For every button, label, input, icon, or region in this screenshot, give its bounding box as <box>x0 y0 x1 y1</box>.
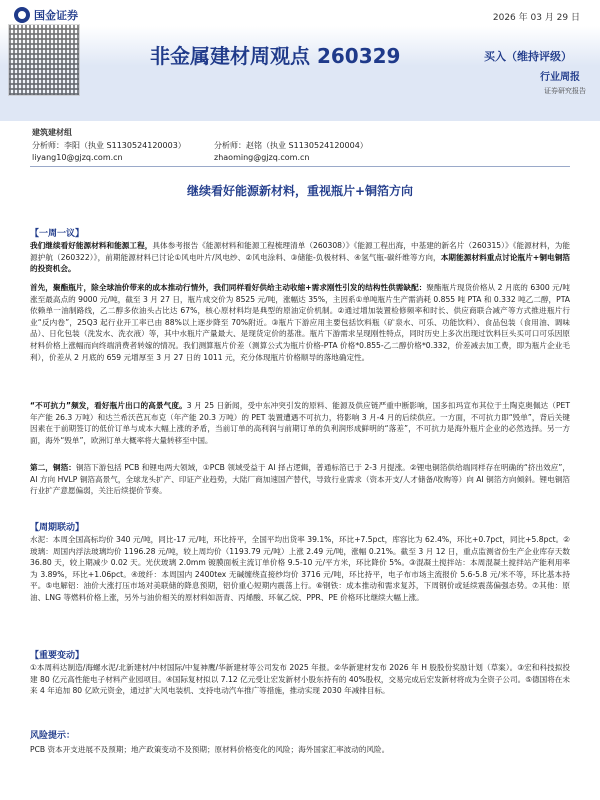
weekly-4-lead: 第二，铜箔： <box>30 463 76 472</box>
paragraph-weekly-3 <box>30 400 570 446</box>
logo-text: 国金证券 <box>34 9 78 22</box>
report-date: 2026 年 03 月 29 日 <box>492 13 580 23</box>
logo-icon <box>14 7 30 23</box>
weekly-3-body: 3 月 25 日新闻，受中东冲突引发的原料、能源及供应链严重中断影响，国多扣玛宣布其位于土陶克奥佩达（PET 年产能 26.3 万吨）和达兰希沃芭瓦布克（年产能 20.3 万吨）的 PET 装置遭遇不可抗力，将影响 3 月-4 月的后续供应。一方面，不可抗力即“毁单”，背后关键因素在于前期签订的低价订单与成本大幅上涨的矛盾，当前订单的高利润与前期订单的负利润形成鲜明的“落差”，不可抗力是海外瓶片企业的必然选择。另一方面，海外“毁单”，欧洲订单大概率将大量转移至中国。 <box>30 401 570 445</box>
paragraph-weekly-4 <box>30 462 570 497</box>
paragraph-weekly-2 <box>30 282 570 363</box>
qr-code-icon <box>8 24 80 96</box>
weekly-2-body: 聚酯瓶片现货价格从 2 月底的 6300 元/吨涨至最高点的 9000 元/吨，截至 3 月 27 日，瓶片成交价为 8525 元/吨，涨幅达 35%，主因系①单吨瓶片生产需消耗 0.855 吨 PTA 和 0.332 吨乙二醇，PTA 依赖单一油制路线，乙二醇多依油头占比达 67%，核心原材料均是典型的原油定价机制。②通过增加装置检修频率和时长、供应商联合减产等方式推进瓶片行业“反内卷”，25Q3 起行业开工率已由 88%以上逐步降至 70%附近。③瓶片下游应用主要包括饮料瓶（矿泉水、可乐、功能饮料）、食品包装（食用油、调味品）、日化包装（洗发水、洗衣液）等，其中水瓶片产量最大、是现货定价的基准。瓶片下游需求呈现刚性特点，同时历史上多次出现过饮料巨头买可口可乐因原材料价格上涨幅而向终端消费者转嫁的情况。我们测算瓶片价差（测算公式为瓶片价格-PTA 价格*0.855-乙二醇价格*0.332，价差减去加工费，即为瓶片企业毛利），价差从 2 月底的 659 元增厚至 3 月 27 日的 1011 元，充分体现瓶片价格顺导的落地确定性。 <box>30 283 571 362</box>
report-title: 非金属建材周观点 260329 <box>150 44 401 68</box>
weekly-3-lead: “不可抗力”频发，看好瓶片出口的高景气度。 <box>30 401 187 410</box>
weekly-1-tail: 本期能源材料重点讨论瓶片+铜电铜箔的投资机会。 <box>30 252 570 274</box>
weekly-1-body: 具体参考报告《能源材料和能源工程梳理清单（260308）》《能源工程出海，中基建的新名片（260315）》《能源材料，为能源护航（260322）》，前期能源材料已讨论①风电叶片/风电纱、②风电涂料、③储能-负极材料、④氢气瓶-碳纤维等方向， <box>30 241 571 262</box>
paragraph-risk: PCB 资本开支进展不及预期；地产政策变动不及预期；原材料价格变化的风险；海外国家汇率波动的风险。 <box>30 745 390 754</box>
section-title-weekly: 【一周一议】 <box>30 229 85 239</box>
analyst-2 <box>214 140 368 162</box>
header-band <box>0 65 600 121</box>
company-logo <box>14 6 114 24</box>
paragraph-cycle: 水泥：本周全国高标均价 340 元/吨，同比-17 元/吨，环比持平，全国平均出货率 39.1%，环比+7.5pct，库容比为 62.4%，环比+0.7pct，同比+5.8pct。②玻璃：周国内浮法玻璃均价 1196.28 元/吨，较上周均价（1193.79 元/吨）上涨 2.49 元/吨，涨幅 0.21%。截至 3 月 12 日，重点监测省份生产企业库存天数 36.80 天，较上期减少 0.02 天。光伏玻璃 2.0mm 镀膜面板主流订单价格 9.5-10 元/平方米，环比降价 5%。③混凝土搅拌站：本周混凝土搅拌站产能利用率为 3.89%，环比+1.06pct。④玻纤：本周国内 2400tex 无碱缠绕直接纱均价 3716 元/吨，环比持平，电子布市场主流报价 5.6-5.8 元/米不等，环比基本持平。⑤电解铝：油价大涨打压市场对美联储的降息预期，铝价重心短期内震荡上行。⑥钢铁：成本推动和需求复苏，下周钢价或延续震荡偏强态势。⑦其他：原油、LNG 等燃料价格上涨，另外与油价相关的原材料如沥青、丙烯酸、环氧乙烷、PPR、PE 价格环比继续大幅上涨。 <box>30 535 570 602</box>
analyst-1-email[interactable]: liyang10@gjzq.com.cn <box>32 153 123 162</box>
section-title-changes: 【重要变动】 <box>30 651 85 661</box>
report-type: 行业周报 <box>540 72 580 83</box>
weekly-1-lead: 我们继续看好能源材料和能源工程， <box>30 241 153 250</box>
paragraph-changes: ①本周科达制造/海螺水泥/北新建材/中材国际/中复神鹰/华新建材等公司发布 2025 年报。②华新建材发布 2026 年 H 股股份奖励计划（草案）。③宏和科技拟投建 80 亿元高性能电子材料产业园项目。④国际复材拟以 7.12 亿元受让宏发新材小股东持有的 40%股权，交易完成后宏发新材将成为全资子公司。⑤德国将在未来 4 年追加 80 亿欧元资金，通过扩大风电装机、支持电动汽车推广等措施，推动实现 2030 年减排目标。 <box>30 663 570 696</box>
weekly-4-body: 铜箔下游包括 PCB 和锂电两大领域，①PCB 领域受益于 AI 择占逻辑，普通标箔已于 2-3 月提涨。②锂电铜箔供给端同样存在明确的“挤出效应”，AI 方向 HVLP 铜箔高景气，全球龙头扩产、印证产业趋势，大陆厂商加速国产替代，导致行业需求（资本开支/人才储备/收购等）向 AI 铜箔方向倾斜。锂电铜箔行业扩产意愿偏弱，关注后续提价节奏。 <box>30 463 570 496</box>
analyst-2-email[interactable]: zhaoming@gjzq.com.cn <box>214 153 310 162</box>
report-subtitle: 继续看好能源新材料，重视瓶片+铜箔方向 <box>186 184 414 198</box>
divider <box>30 166 570 167</box>
industry-group: 建筑建材组 <box>32 128 72 137</box>
analyst-1 <box>32 140 186 162</box>
weekly-2-lead: 首先，聚酯瓶片，除全球油价带来的成本推动行情外，我们同样看好供给主动收缩+需求刚性引发的结构性供需缺配： <box>30 283 427 292</box>
analyst-2-name: 分析师：赵铭（执业 S1130524120004） <box>214 141 368 150</box>
section-title-cycle: 【周期联动】 <box>30 523 85 533</box>
analyst-1-name: 分析师：李阳（执业 S1130524120003） <box>32 141 186 150</box>
paragraph-weekly-1 <box>30 240 570 275</box>
department-label: 证券研究报告 <box>544 87 586 95</box>
section-title-risk: 风险提示： <box>30 731 76 741</box>
rating-label: 买入（维持评级） <box>484 50 572 63</box>
